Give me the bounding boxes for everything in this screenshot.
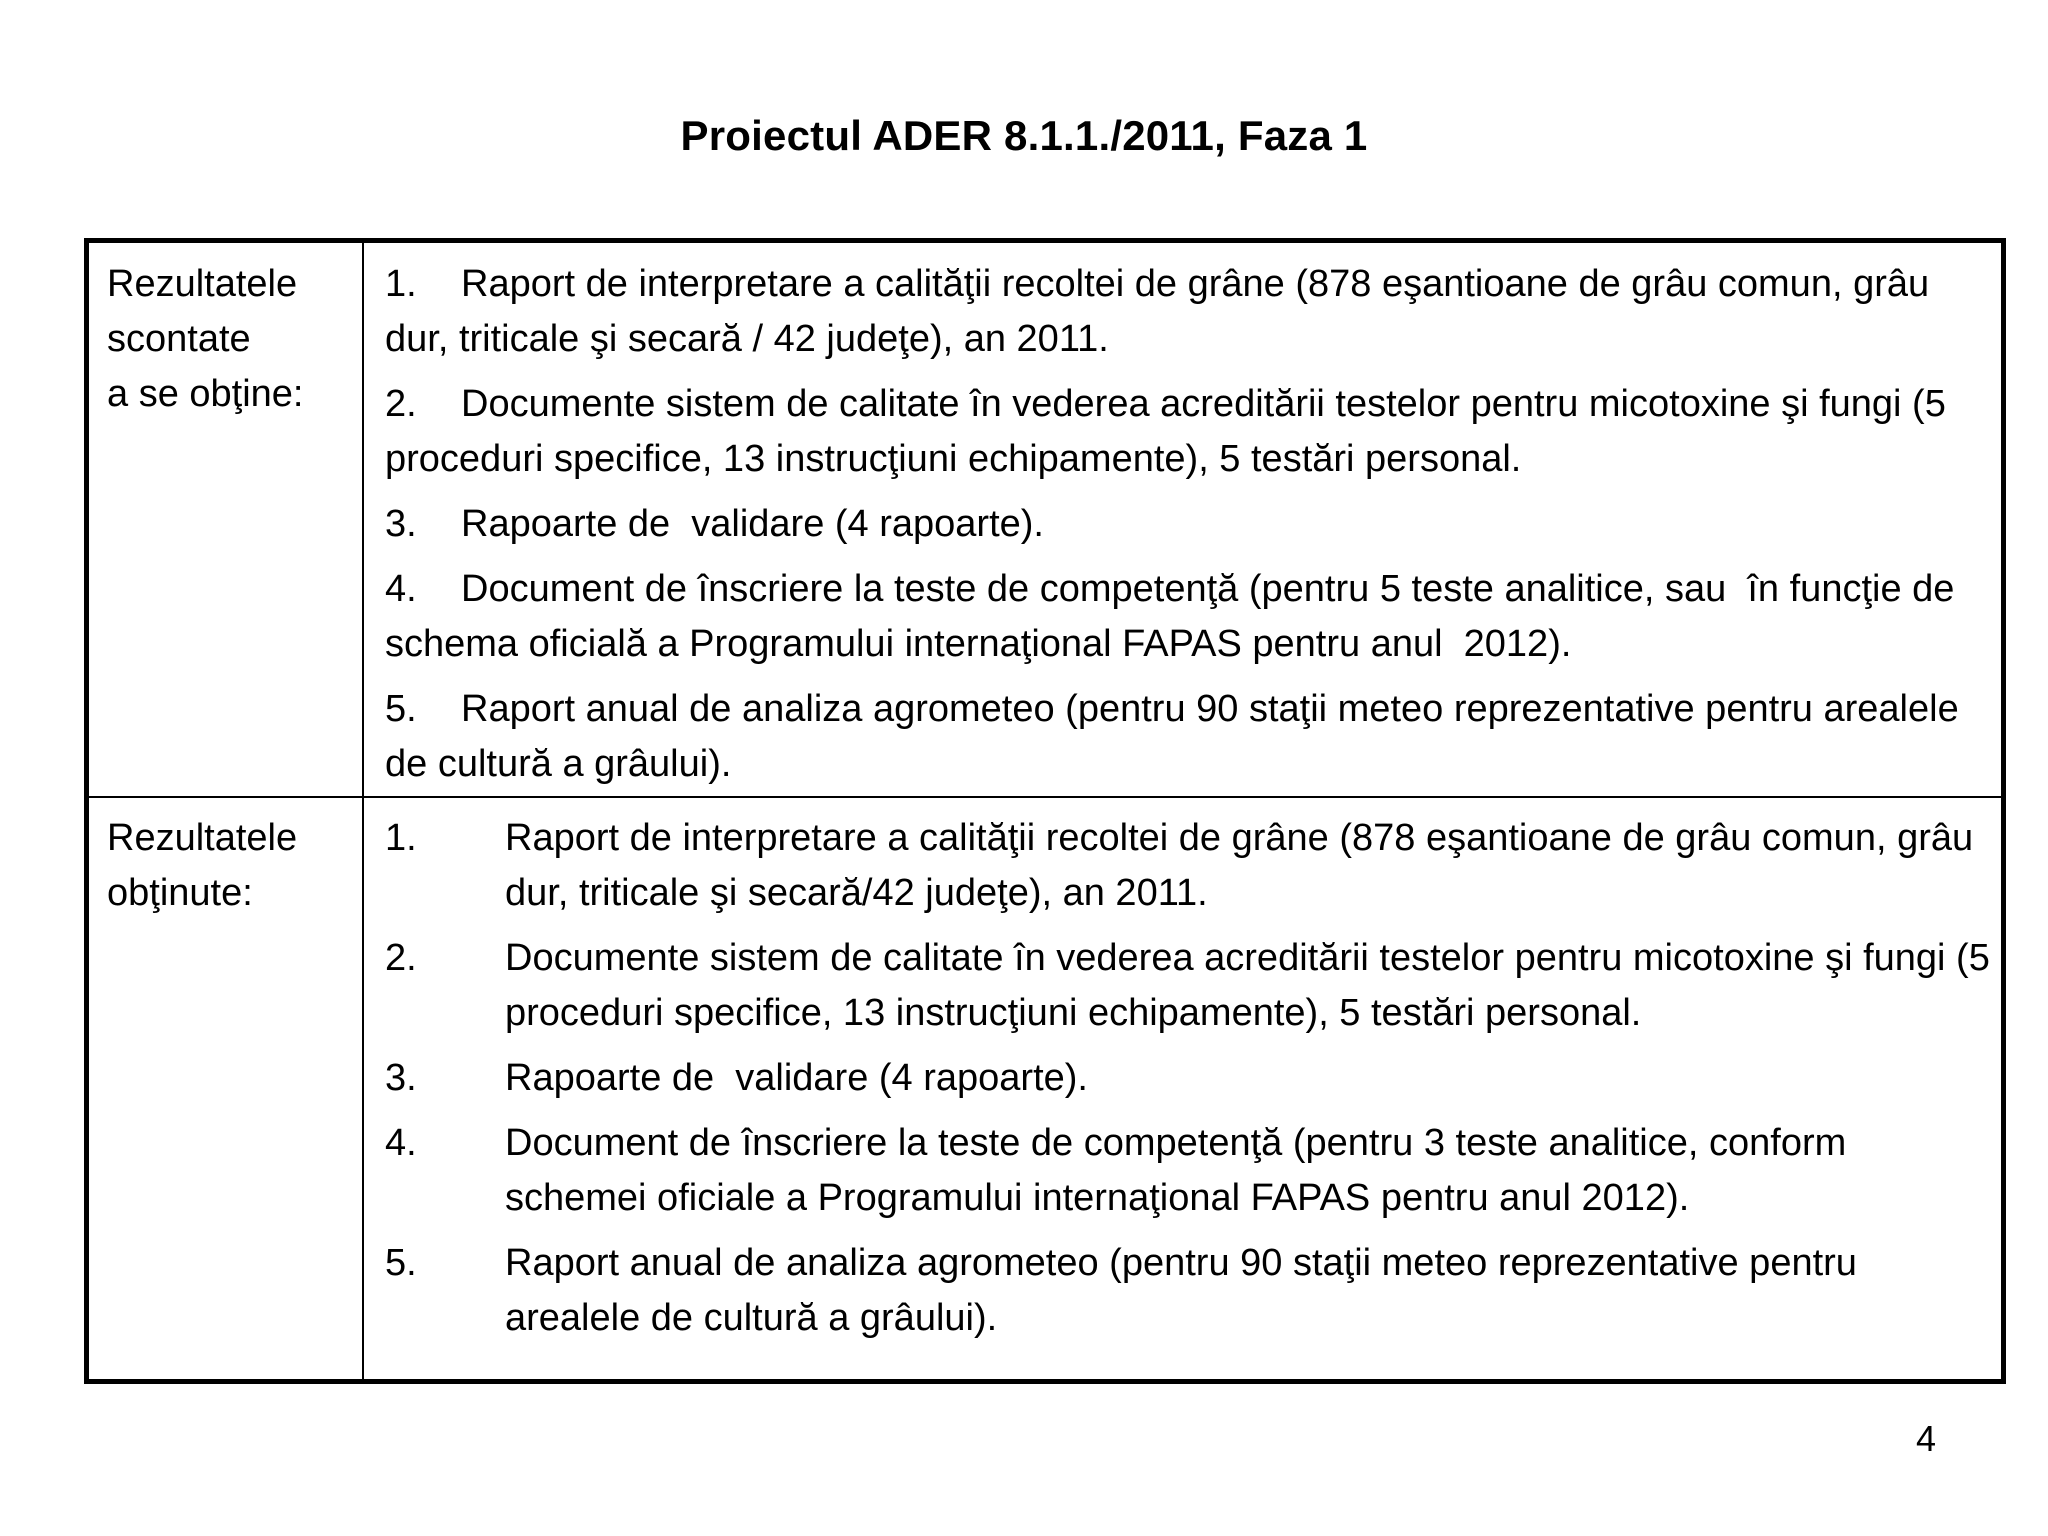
row-label-obtained bbox=[107, 811, 347, 921]
label-line: obţinute: bbox=[107, 872, 253, 914]
list-item bbox=[385, 682, 1991, 792]
item-text: Raport de interpretare a calităţii recoltei de grâne (878 eşantioane de grâu comun, grâu dur, triticale şi secară / 42 judeţe), an 2011. bbox=[385, 263, 1940, 360]
column-divider bbox=[362, 243, 364, 1379]
slide-title: Proiectul ADER 8.1.1./2011, Faza 1 bbox=[680, 112, 1368, 159]
list-item bbox=[385, 1051, 1991, 1106]
item-text: Document de înscriere la teste de competenţă (pentru 3 teste analitice, conform schemei oficiale a Programului internaţional FAPAS pentru anul 2012). bbox=[505, 1122, 1857, 1219]
item-number: 3. bbox=[385, 1057, 417, 1099]
item-text: Document de înscriere la teste de competenţă (pentru 5 teste analitice, sau în funcţie de schema oficială a Programului internaţional FAPAS pentru anul 2012). bbox=[385, 568, 1965, 665]
expected-results-list bbox=[385, 257, 1991, 802]
item-number: 4. bbox=[385, 568, 417, 610]
label-line: Rezultatele bbox=[107, 263, 298, 305]
list-item bbox=[385, 1116, 1991, 1226]
item-text: Raport anual de analiza agrometeo (pentru 90 staţii meteo reprezentative pentru arealele de cultură a grâului). bbox=[385, 688, 1970, 785]
label-line: Rezultatele bbox=[107, 817, 298, 859]
item-text: Raport anual de analiza agrometeo (pentru 90 staţii meteo reprezentative pentru arealele de cultură a grâului). bbox=[505, 1242, 1868, 1339]
item-number: 1. bbox=[385, 817, 417, 859]
item-number: 2. bbox=[385, 937, 417, 979]
list-item bbox=[385, 377, 1991, 487]
item-text: Documente sistem de calitate în vederea acreditării testelor pentru micotoxine şi fungi (5 proceduri specifice, 13 instrucţiuni echipamente), 5 testări personal. bbox=[505, 937, 2001, 1034]
label-line: scontate bbox=[107, 318, 251, 360]
item-number: 3. bbox=[385, 503, 417, 545]
item-number: 4. bbox=[385, 1122, 417, 1164]
list-item bbox=[385, 931, 2001, 1041]
list-item bbox=[385, 562, 1991, 672]
item-number: 5. bbox=[385, 1242, 417, 1284]
list-item bbox=[385, 257, 1991, 367]
page-number: 4 bbox=[1915, 1418, 1937, 1459]
list-item bbox=[385, 497, 1991, 552]
item-number: 2. bbox=[385, 383, 417, 425]
label-line: a se obţine: bbox=[107, 373, 304, 415]
item-number: 5. bbox=[385, 688, 417, 730]
item-number: 1. bbox=[385, 263, 417, 305]
obtained-results-list bbox=[385, 811, 2001, 1356]
item-text: Documente sistem de calitate în vederea acreditării testelor pentru micotoxine şi fungi (5 proceduri specifice, 13 instrucţiuni echipamente), 5 testări personal. bbox=[385, 383, 1957, 480]
item-text: Rapoarte de validare (4 rapoarte). bbox=[505, 1057, 1088, 1099]
results-table bbox=[84, 238, 2006, 1384]
list-item bbox=[385, 811, 1991, 921]
item-text: Rapoarte de validare (4 rapoarte). bbox=[461, 503, 1044, 545]
row-label-expected bbox=[107, 257, 347, 422]
item-text: Raport de interpretare a calităţii recoltei de grâne (878 eşantioane de grâu comun, grâu dur, triticale şi secară/42 judeţe), an 2011. bbox=[505, 817, 1984, 914]
list-item bbox=[385, 1236, 1991, 1346]
